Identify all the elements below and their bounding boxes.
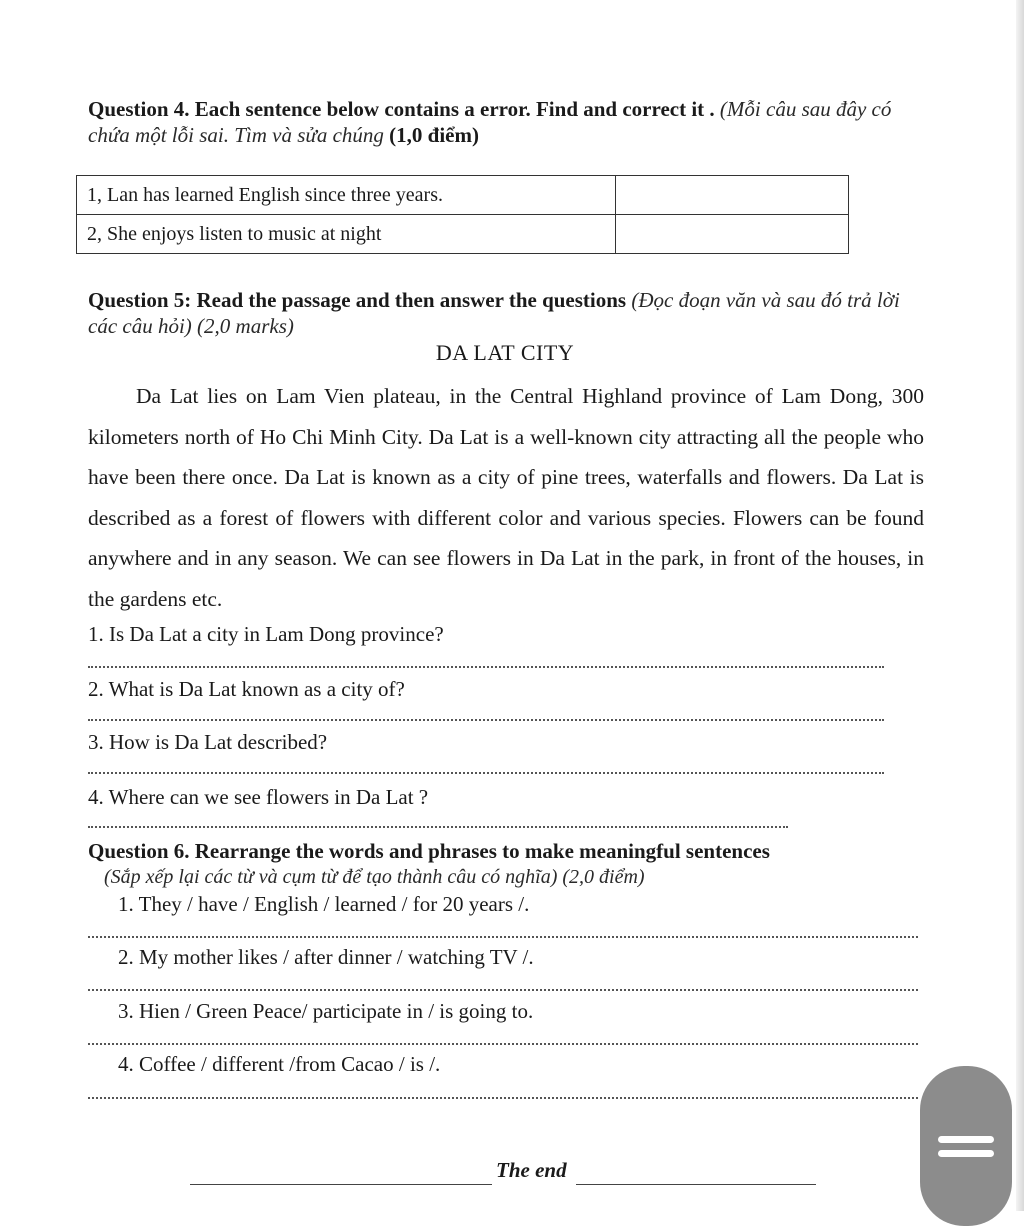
rearrange-item-3: 3. Hien / Green Peace/ participate in / is going to. (118, 999, 534, 1023)
question-5-title: Question 5: Read the passage and then answer the questions (88, 288, 627, 312)
rearrange-line-2[interactable] (88, 989, 918, 991)
question-4-note: (Mỗi câu sau đây có chứa một lỗi sai. Tìm và sửa chúng (88, 97, 892, 147)
comprehension-question-1: 1. Is Da Lat a city in Lam Dong province? (88, 622, 444, 646)
page-edge (1016, 0, 1024, 1211)
answer-line-3[interactable] (88, 772, 884, 774)
rearrange-item-1: 1. They / have / English / learned / for 20 years /. (118, 892, 530, 916)
end-line-right (576, 1184, 816, 1185)
rearrange-item-2: 2. My mother likes / after dinner / watching TV /. (118, 945, 534, 969)
question-4-marks: (1,0 điểm) (389, 123, 479, 147)
comprehension-question-4: 4. Where can we see flowers in Da Lat ? (88, 785, 429, 809)
answer-line-2[interactable] (88, 719, 884, 721)
answer-line-1[interactable] (88, 666, 884, 668)
question-5-note: (Đọc đoạn văn và sau đó trả lời các câu hỏi) (2,0 marks) (88, 288, 900, 338)
table-row (77, 215, 849, 254)
question-6-heading (88, 838, 918, 864)
error-sentence-2: 2, She enjoys listen to music at night (77, 215, 616, 254)
comprehension-question-3: 3. How is Da Lat described? (88, 730, 328, 754)
question-4-heading (88, 96, 918, 148)
comprehension-question-2: 2. What is Da Lat known as a city of? (88, 677, 405, 701)
rearrange-line-1[interactable] (88, 936, 918, 938)
answer-line-4[interactable] (88, 826, 788, 828)
passage-title: DA LAT CITY (435, 340, 575, 365)
rearrange-item-4: 4. Coffee / different /from Cacao / is /. (118, 1052, 441, 1076)
error-table (76, 175, 849, 254)
error-sentence-1: 1, Lan has learned English since three years. (77, 176, 616, 215)
table-row (77, 176, 849, 215)
question-5-heading (88, 287, 918, 339)
passage-text: Da Lat lies on Lam Vien plateau, in the Central Highland province of Lam Dong, 300 kilometers north of Ho Chi Minh City. Da Lat is a well-known city attracting all the people who have been there once. Da Lat is known as a city of pine trees, waterfalls and flowers. Da Lat is described as a forest of flowers with different color and various species. Flowers can be found anywhere and in any season. We can see flowers in Da Lat in the park, in front of the houses, in the gardens etc. (88, 384, 924, 611)
correction-cell-2[interactable] (616, 215, 849, 254)
question-6-note: (Sắp xếp lại các từ và cụm từ để tạo thành câu có nghĩa) (2,0 điểm) (104, 866, 645, 888)
correction-cell-1[interactable] (616, 176, 849, 215)
rearrange-line-4[interactable] (88, 1097, 918, 1099)
scroll-handle[interactable] (920, 1066, 1012, 1226)
question-6-title: Question 6. Rearrange the words and phrases to make meaningful sentences (88, 839, 770, 863)
rearrange-line-3[interactable] (88, 1043, 918, 1045)
end-line-left (190, 1184, 492, 1185)
the-end-label: The end (496, 1158, 567, 1182)
question-4-title: Question 4. Each sentence below contains a error. Find and correct it . (88, 97, 715, 121)
question-6-note-wrap (104, 864, 645, 890)
